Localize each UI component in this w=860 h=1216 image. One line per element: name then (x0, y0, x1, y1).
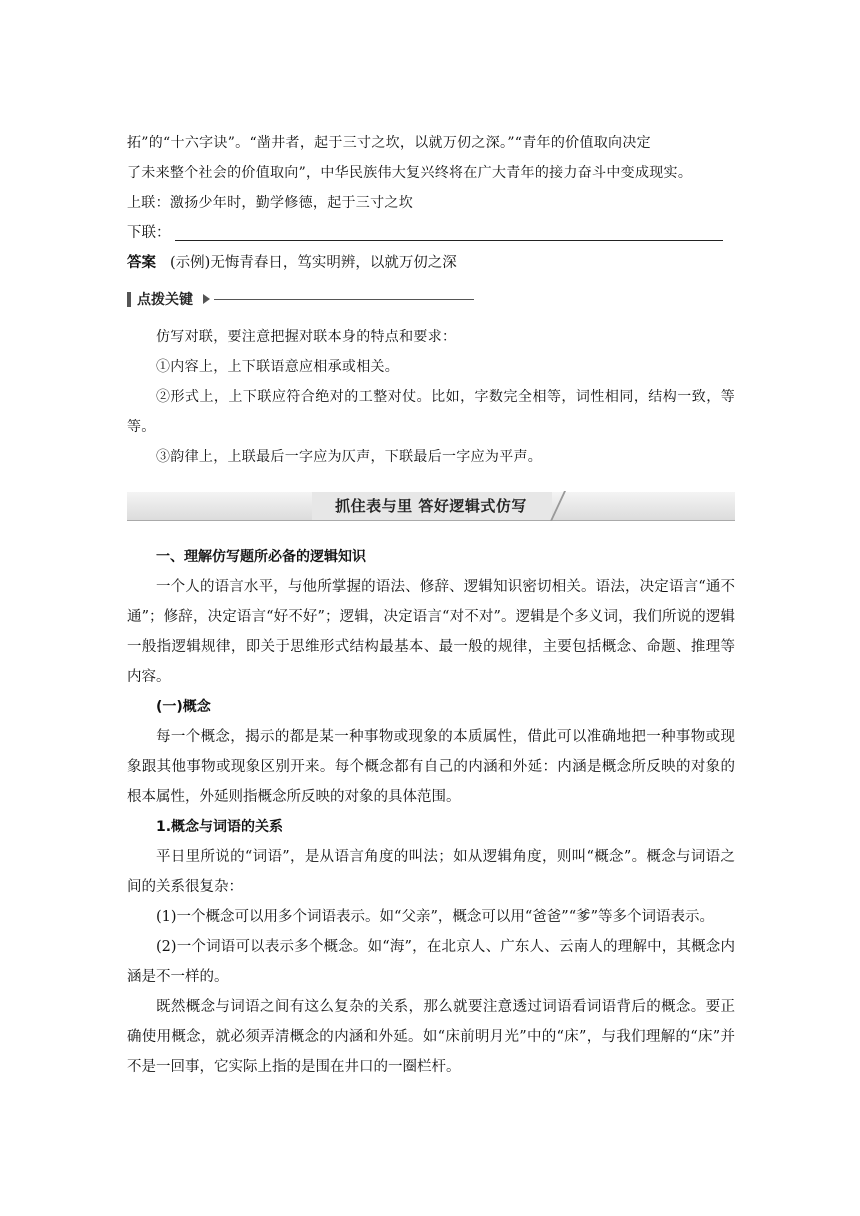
xialian-label: 下联： (127, 225, 171, 241)
section-bar-icon (127, 292, 131, 307)
answer-row (127, 248, 735, 278)
paragraph: 一个人的语言水平，与他所掌握的语法、修辞、逻辑知识密切相关。语法，决定语言“通不通”；修辞，决定语言“好不好”；逻辑，决定语言“对不对”。逻辑是个多义词，我们所说的逻辑一般指逻辑规律，即关于思维形式结构最基本、最一般的规律，主要包括概念、命题、推理等内容。 (127, 579, 735, 685)
answer-text: (示例)无悔青春日，笃实明辨，以就万仞之深 (170, 255, 457, 271)
tip-line: ①内容上，上下联语意应相承或相关。 (156, 359, 400, 375)
top-line-1: 拓”的“十六字诀”。“凿井者，起于三寸之坎，以就万仞之深。”“青年的价值取向决定 (127, 135, 651, 151)
tip-line: ②形式上，上下联应符合绝对的工整对仗。比如，字数完全相等，词性相同，结构一致，等等。 (127, 389, 735, 435)
heading-3: 1.概念与词语的关系 (156, 819, 284, 835)
banner-title: 抓住表与里 答好逻辑式仿写 (335, 497, 527, 515)
tip-line: ③韵律上，上联最后一字应为仄声，下联最后一字应为平声。 (156, 449, 543, 465)
xialian-row (127, 218, 735, 248)
paragraph: 既然概念与词语之间有这么复杂的关系，那么就要注意透过词语看词语背后的概念。要正确使用概念，就必须弄清概念的内涵和外延。如“床前明月光”中的“床”，与我们理解的“床”并不是一回事，它实际上指的是围在井口的一圈栏杆。 (127, 999, 735, 1075)
page-content (127, 128, 735, 1082)
shanglian: 上联：激扬少年时，勤学修德，起于三寸之坎 (127, 195, 413, 211)
paragraph: (1)一个概念可以用多个词语表示。如“父亲”，概念可以用“爸爸”“爹”等多个词语表示。 (156, 909, 715, 925)
heading-2: (一)概念 (156, 699, 211, 715)
heading-1: 一、理解仿写题所必备的逻辑知识 (156, 549, 366, 565)
tip-line: 仿写对联，要注意把握对联本身的特点和要求： (156, 329, 457, 345)
answer-label: 答案 (127, 255, 156, 271)
top-line-2: 了未来整个社会的价值取向”，中华民族伟大复兴终将在广大青年的接力奋斗中变成现实。 (127, 165, 693, 181)
section-banner (127, 486, 735, 526)
triangle-right-icon (203, 294, 210, 304)
dianbo-label: 点拨关键 (137, 292, 193, 308)
paragraph: (2)一个词语可以表示多个概念。如“海”，在北京人、广东人、云南人的理解中，其概念内涵是不一样的。 (127, 939, 735, 985)
paragraph: 每一个概念，揭示的都是某一种事物或现象的本质属性，借此可以准确地把一种事物或现象跟其他事物或现象区别开来。每个概念都有自己的内涵和外延：内涵是概念所反映的对象的根本属性，外延则指概念所反映的对象的具体范围。 (127, 729, 735, 805)
dianbo-header (127, 288, 735, 310)
dianbo-tips (127, 322, 735, 472)
paragraph: 平日里所说的“词语”，是从语言角度的叫法；如从逻辑角度，则叫“概念”。概念与词语之间的关系很复杂： (127, 849, 735, 895)
xialian-blank[interactable] (175, 222, 723, 241)
divider (214, 299, 474, 300)
